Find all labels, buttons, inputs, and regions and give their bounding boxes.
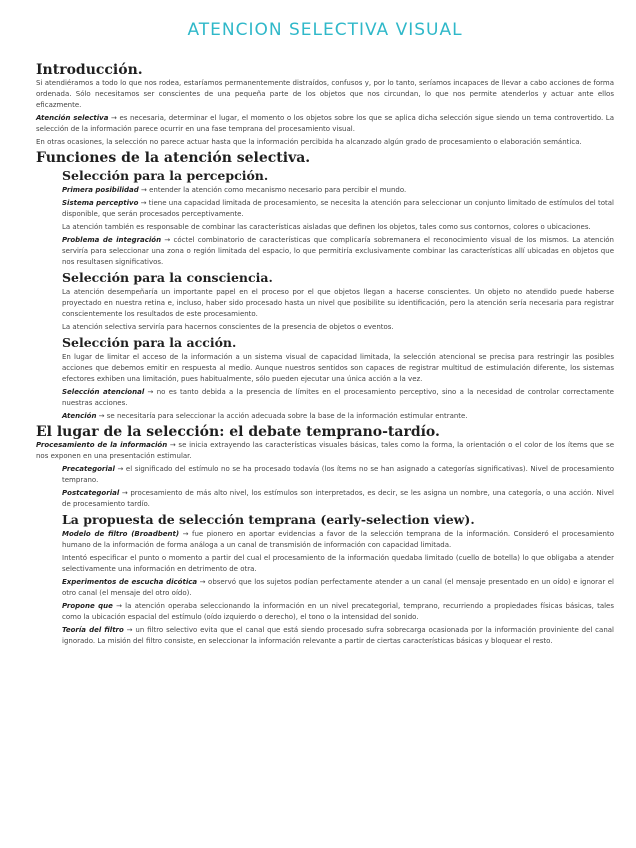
temprana-paragraph-3-text: → observó que los sujetos podían perfectamente atender a un canal (el mensaje presentado en un oído) e ignorar el otro canal (el mensaje del otro oído).: [62, 578, 615, 597]
term-procesamiento-informacion: Procesamiento de la información: [36, 441, 168, 449]
accion-paragraph-2: [62, 387, 614, 409]
intro-heading: Introducción.: [36, 62, 143, 78]
lugar-section: [62, 464, 614, 510]
accion-paragraph-3-text: → se necesitaría para seleccionar la acción adecuada sobre la base de la información estimular entrante.: [96, 412, 468, 420]
lugar-paragraph-3-text: → procesamiento de más alto nivel, los estímulos son interpretados, es decir, se les asigna un nombre, una categoría, o una acción. Nivel de procesamiento tardío.: [62, 489, 614, 508]
accion-paragraph-3: [62, 411, 614, 422]
consciencia-paragraph-1: La atención desempeñaría un importante papel en el proceso por el que objetos llegan a hacerse conscientes. Un objeto no atendido puede haberse proyectado en nuestra retina e, incluso, haber sido procesado hasta un nivel que posibilite su identificación, pero la atención sería necesaria para registrar conscientemente los resultados de este procesamiento.: [62, 288, 614, 318]
intro-paragraph-2-text: → es necesaria, determinar el lugar, el momento o los objetos sobre los que se aplica dicha selección sigue siendo un tema controvertido. La selección de la información parece ocurrir en una fase temprana del procesamiento visual.: [36, 114, 614, 133]
percepcion-paragraph-1: [62, 185, 614, 196]
percepcion-paragraph-4: [62, 235, 614, 268]
term-atencion: Atención: [62, 412, 97, 420]
term-propone-que: Propone que: [62, 602, 113, 610]
lugar-paragraph-3: [62, 488, 614, 510]
percepcion-paragraph-4-text: → cóctel combinatorio de características que complicaría sobremanera el reconocimiento visual de los mismos. La atención serviría para seleccionar una zona o región limitada del espacio, lo que permitiría exclusivamente combinar las características allí ubicadas en objetos que nos resultasen significativos.: [62, 236, 614, 266]
consciencia-paragraph-2: La atención selectiva serviría para hacernos conscientes de la presencia de objetos o eventos.: [62, 323, 394, 331]
percepcion-paragraph-2-text: → tiene una capacidad limitada de procesamiento, se necesita la atención para seleccionar un conjunto limitado de estímulos del total disponible, que serán procesados perceptivamente.: [62, 199, 614, 218]
intro-paragraph-2: [36, 113, 614, 135]
consciencia-heading: Selección para la consciencia.: [62, 270, 273, 285]
temprana-paragraph-5: [62, 625, 614, 647]
term-primera-posibilidad: Primera posibilidad: [62, 186, 139, 194]
temprana-paragraph-3: [62, 577, 614, 599]
percepcion-paragraph-3: La atención también es responsable de combinar las características aisladas que definen los objetos, tales como sus contornos, colores o ubicaciones.: [62, 223, 591, 231]
temprana-paragraph-1: [62, 529, 614, 551]
temprana-paragraph-5-text: → un filtro selectivo evita que el canal que está siendo procesado sufra sobrecarga ocasionada por la información proviniente del canal ignorado. La misión del filtro consiste, en seleccionar la información relevante a partir de ciertas características básicas y bloquear el resto.: [62, 626, 614, 645]
term-atencion-selectiva: Atención selectiva: [36, 114, 109, 122]
intro-paragraph-1: Si atendiéramos a todo lo que nos rodea, estaríamos permanentemente distraídos, confusos y, por lo tanto, seríamos incapaces de llevar a cabo acciones de forma ordenada. Sólo necesitamos ser conscientes de una pequeña parte de los objetos que nos circundan, lo que nos permite atenderlos y actuar ante ellos eficazmente.: [36, 79, 614, 109]
percepcion-paragraph-1-text: → entender la atención como mecanismo necesario para percibir el mundo.: [138, 186, 407, 194]
percepcion-section: [62, 185, 614, 268]
term-escucha-dicotica: Experimentos de escucha dicótica: [62, 578, 198, 586]
lugar-paragraph-2-text: → el significado del estímulo no se ha procesado todavía (los ítems no se han asignado a categorías significativas). Nivel de procesamiento temprano.: [62, 465, 614, 484]
term-seleccion-atencional: Selección atencional: [62, 388, 145, 396]
accion-paragraph-2-text: → no es tanto debida a la presencia de límites en el procesamiento perceptivo, sino a la necesidad de controlar correctamente nuestras acciones.: [62, 388, 614, 407]
percepcion-paragraph-2: [62, 198, 614, 220]
temprana-paragraph-4-text: → la atención operaba seleccionando la información en un nivel precategorial, temprano, recurriendo a propiedades físicas básicas, tales como la ubicación espacial del estímulo (oído izquierdo o derecho), el tono o la intensidad del sonido.: [62, 602, 615, 621]
temprana-paragraph-2: Intentó especificar el punto o momento a partir del cual el procesamiento de la información quedaba limitado (cuello de botella) lo que obligaba a atender selectivamente una información en detrimento de otra.: [62, 554, 614, 573]
accion-section: [62, 352, 614, 422]
temprana-section: [62, 529, 614, 647]
accion-paragraph-1: En lugar de limitar el acceso de la información a un sistema visual de capacidad limitada, la selección atencional se precisa para restringir las posibles acciones que debemos emitir en respuesta al medio. Aunque nuestros sentidos son capaces de registrar multitud de estimulación diferente, los sistemas efectores exhiben una limitación, pues habitualmente, sólo pueden ejecutar una única acción a la vez.: [62, 353, 614, 383]
temprana-paragraph-1-text: → fue pionero en aportar evidencias a favor de la selección temprana de la información. Consideró el procesamiento humano de la información de forma análoga a un canal de transmisión de información con capacidad limitada.: [62, 530, 614, 549]
accion-heading: Selección para la acción.: [62, 335, 237, 350]
lugar-paragraph-1: [36, 440, 614, 462]
term-sistema-perceptivo: Sistema perceptivo: [62, 199, 139, 207]
term-teoria-filtro: Teoría del filtro: [62, 626, 124, 634]
consciencia-section: [62, 287, 614, 333]
lugar-paragraph-2: [62, 464, 614, 486]
temprana-paragraph-4: [62, 601, 614, 623]
temprana-heading: La propuesta de selección temprana (early-selection view).: [62, 512, 475, 527]
intro-paragraph-3: En otras ocasiones, la selección no parece actuar hasta que la información percibida ha alcanzado algún grado de procesamiento o elaboración semántica.: [36, 138, 582, 146]
lugar-heading: El lugar de la selección: el debate temprano-tardío.: [36, 424, 440, 440]
lugar-paragraph-1-text: → se inicia extrayendo las características visuales básicas, tales como la forma, la orientación o el color de los ítems que se nos exponen en una presentación estimular.: [36, 441, 614, 460]
term-precategorial: Precategorial: [62, 465, 115, 473]
term-postcategorial: Postcategorial: [62, 489, 120, 497]
percepcion-heading: Selección para la percepción.: [62, 168, 269, 183]
term-modelo-filtro: Modelo de filtro (Broadbent): [62, 530, 180, 538]
document-title: ATENCION SELECTIVA VISUAL: [187, 20, 463, 40]
funciones-heading: Funciones de la atención selectiva.: [36, 150, 311, 166]
term-problema-integracion: Problema de integración: [62, 236, 162, 244]
